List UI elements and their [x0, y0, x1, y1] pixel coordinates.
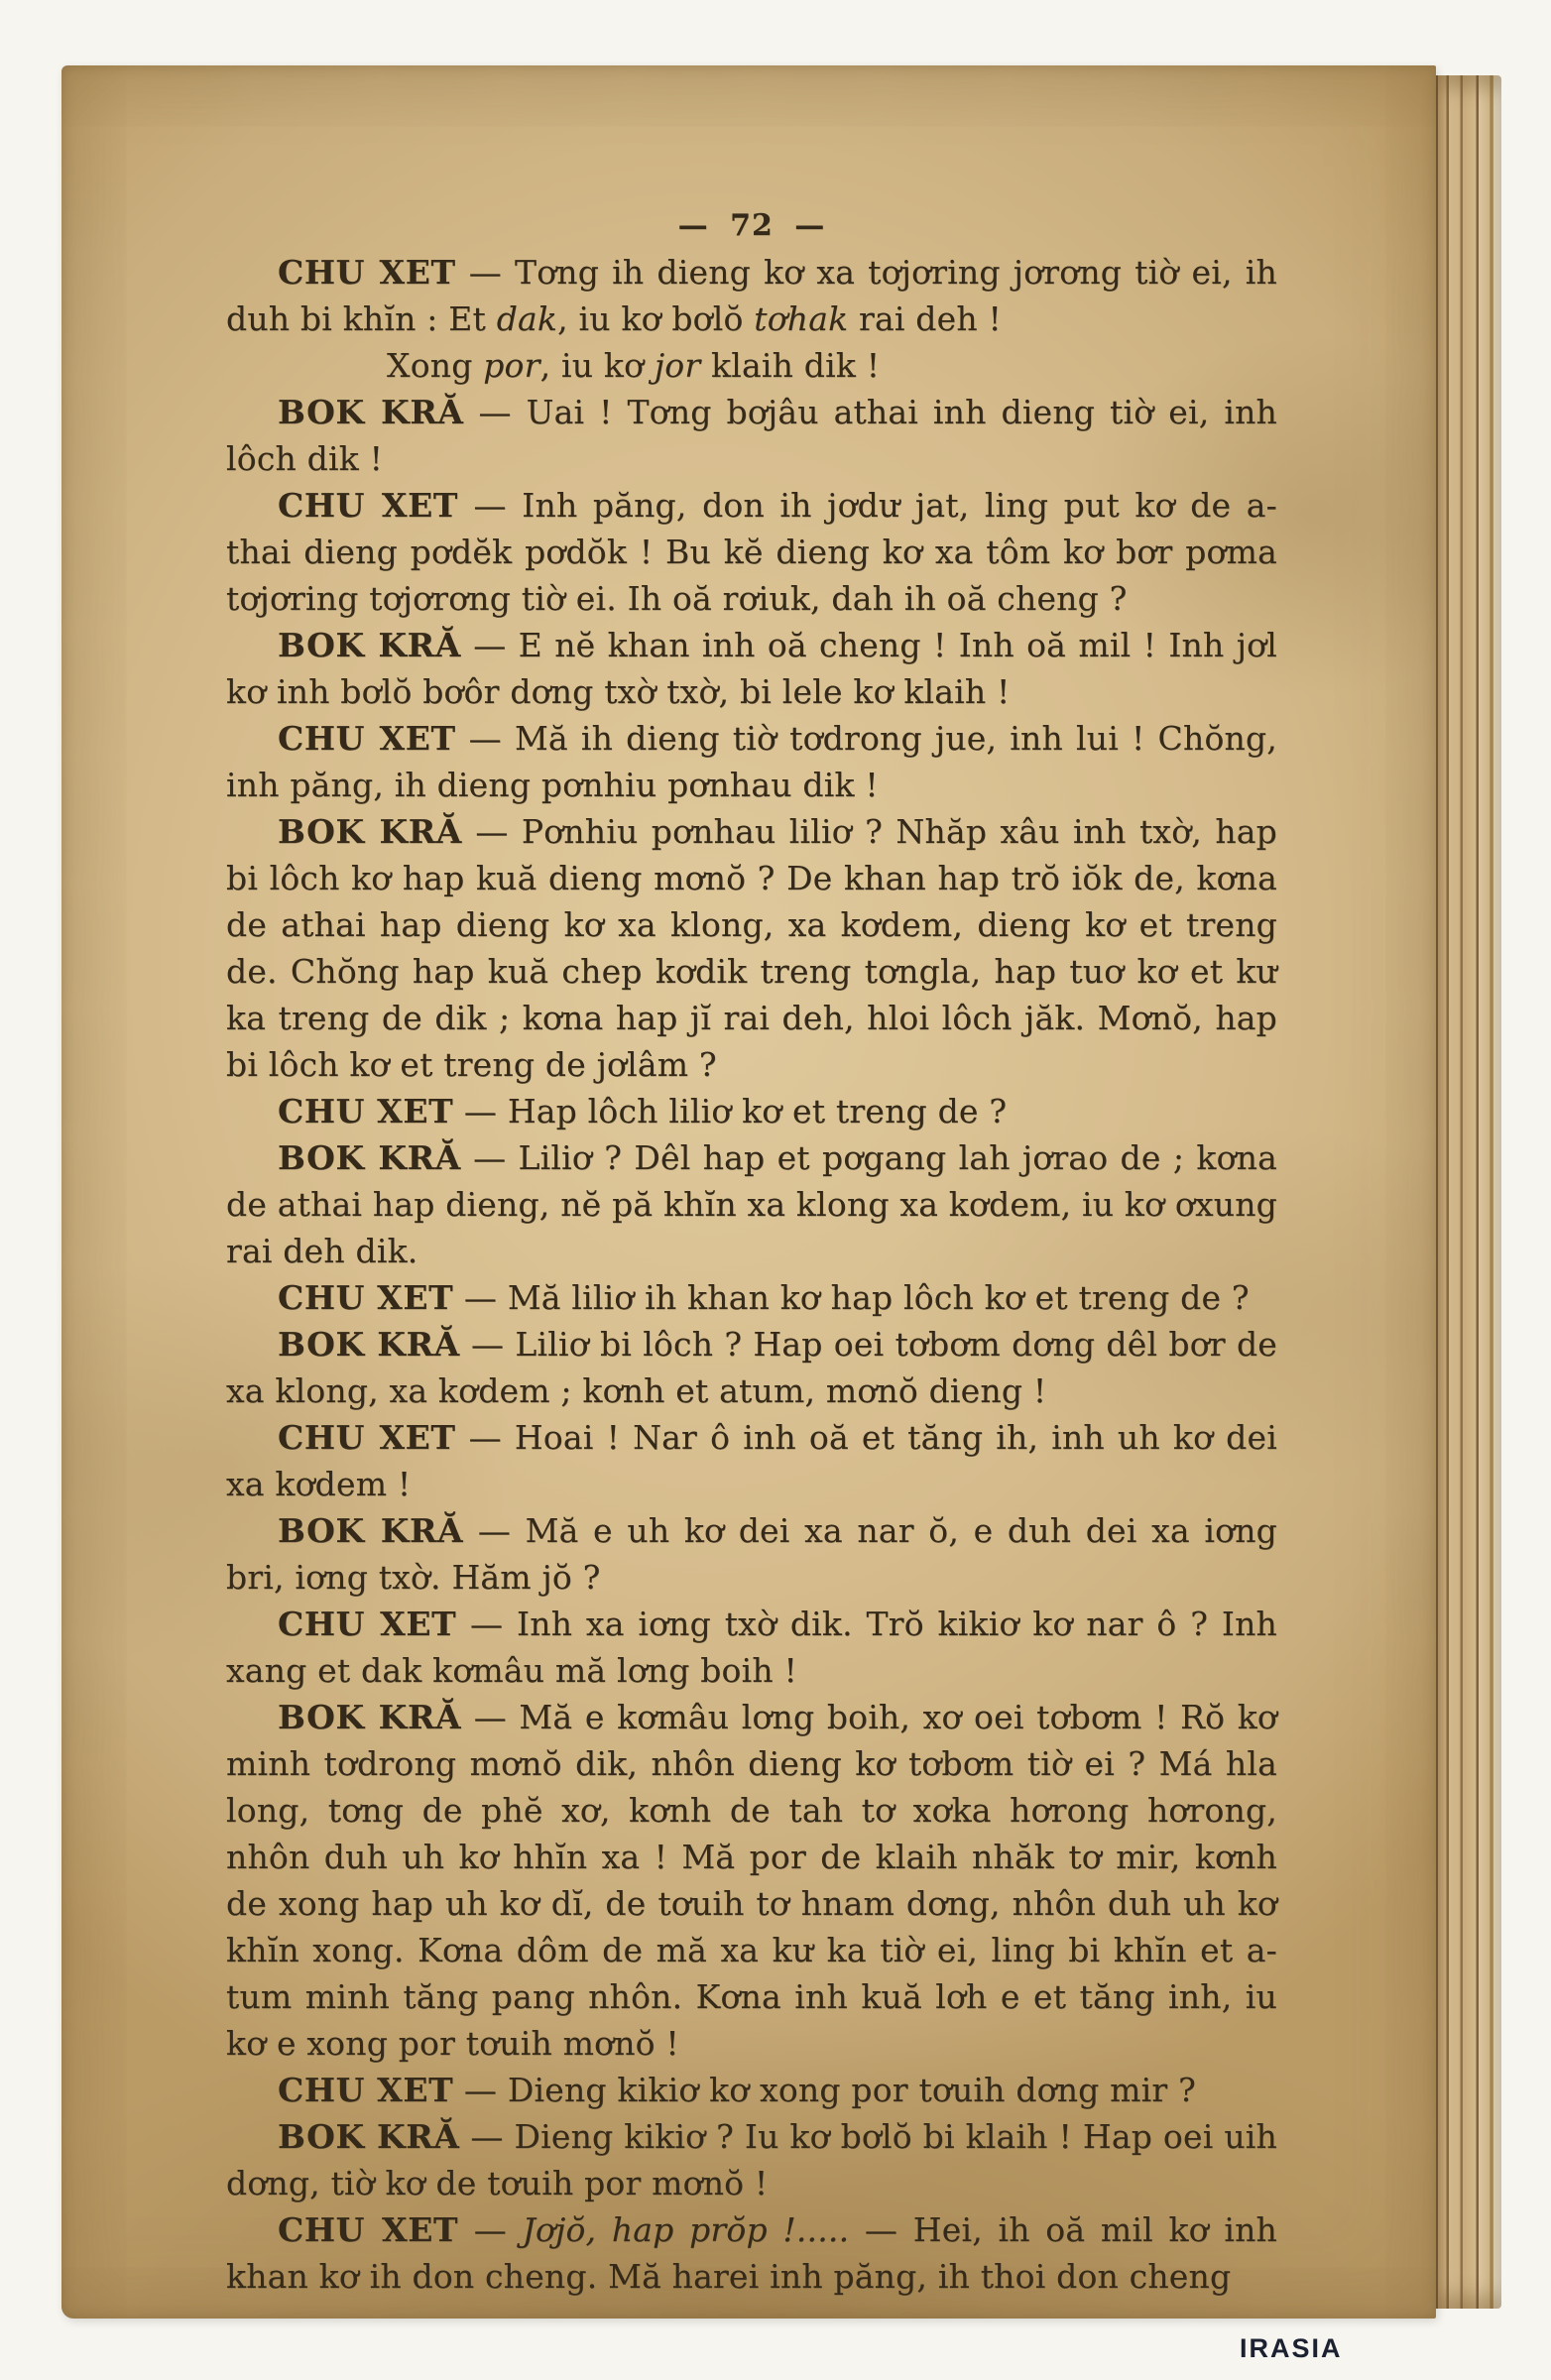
dialogue-paragraph — [226, 2113, 1277, 2206]
speaker-name: BOK KRĂ — [278, 393, 464, 431]
dialogue-text: Xong — [387, 346, 484, 385]
dialogue-paragraph — [226, 1601, 1277, 1694]
dialogue-paragraph — [226, 2206, 1277, 2300]
dialogue-paragraph — [226, 1321, 1277, 1414]
dialogue-text: — Hei, ih oă mil kơ inh khan kơ ih don cheng. Mă harei inh păng, ih thoi don cheng — [226, 2210, 1277, 2296]
dialogue-text: klaih dik ! — [700, 346, 881, 385]
dialogue-paragraph — [226, 1694, 1277, 2067]
speaker-name: BOK KRĂ — [278, 1511, 464, 1550]
dialogue-text: , iu kơ — [539, 346, 655, 385]
dialogue-paragraph — [226, 482, 1277, 622]
speaker-name: CHU XET — [278, 2210, 459, 2249]
italic-text: tơhak — [754, 299, 849, 338]
dialogue-text: — — [458, 2210, 523, 2249]
dialogue-paragraph — [226, 808, 1277, 1088]
dialogue-text: — Mă e uh kơ dei xa nar ŏ, e duh dei xa iơng bri, iơng txờ. Hăm jŏ ? — [226, 1511, 1277, 1597]
dialogue-paragraph — [226, 1088, 1277, 1134]
speaker-name: BOK KRĂ — [278, 1325, 460, 1364]
dialogue-text: — Hap lôch liliơ kơ et treng de ? — [453, 1092, 1008, 1130]
dialogue-paragraph — [226, 715, 1277, 808]
dialogue-text: rai deh ! — [848, 299, 1002, 338]
dialogue-paragraph — [226, 249, 1277, 342]
italic-text: jor — [654, 346, 701, 385]
dialogue-paragraph — [226, 342, 1277, 389]
speaker-name: CHU XET — [278, 1278, 454, 1317]
dialogue-text: — Mă liliơ ih khan kơ hap lôch kơ et treng de ? — [453, 1278, 1250, 1317]
dialogue-text: — Dieng kikiơ kơ xong por tơuih dơng mir ? — [453, 2071, 1196, 2109]
speaker-name: BOK KRĂ — [278, 2117, 460, 2156]
dialogue-text: , iu kơ bơlŏ — [557, 299, 755, 338]
dialogue-paragraph — [226, 2067, 1277, 2113]
dialogue-text: — Inh xa iơng txờ dik. Trŏ kikiơ kơ nar ô ? Inh xang et dak kơmâu mă lơng boih ! — [226, 1605, 1277, 1690]
speaker-name: CHU XET — [278, 2071, 454, 2109]
dialogue-text: — Inh păng, don ih jơdư jat, ling put kơ de a-thai dieng pơdĕk pơdŏk ! Bu kĕ dieng kơ xa tôm kơ bơr pơma tơjơring tơjơrơng tiờ ei. Ih oă rơiuk, dah ih oă cheng ? — [226, 486, 1277, 618]
dialogue-text: — Hoai ! Nar ô inh oă et tăng ih, inh uh kơ dei xa kơdem ! — [226, 1418, 1277, 1503]
dialogue-text: — E nĕ khan inh oă cheng ! Inh oă mil ! Inh jơl kơ inh bơlŏ bơôr dơng txờ txờ, bi lele kơ klaih ! — [226, 626, 1277, 711]
page-number: — 72 — — [677, 208, 826, 243]
dialogue-paragraph — [226, 622, 1277, 715]
italic-text: Jơjŏ, hap prŏp !..... — [522, 2210, 850, 2249]
dialogue-text: — Uai ! Tơng bơjâu athai inh dieng tiờ ei, inh lôch dik ! — [226, 393, 1277, 478]
speaker-name: BOK KRĂ — [278, 1138, 461, 1177]
dialogue-text: — Mă e kơmâu lơng boih, xơ oei tơbơm ! Rŏ kơ minh tơdrong mơnŏ dik, nhôn dieng kơ tơbơm tiờ ei ? Má hla long, tơng de phĕ xơ, kơnh de tah tơ xơka hơrong hơrong, nhôn duh uh kơ hhĭn xa ! Mă por de klaih nhăk tơ mir, kơnh de xong hap uh kơ dĭ, de tơuih tơ hnam dơng, nhôn duh uh kơ khĭn xong. Kơna dôm de mă xa kư ka tiờ ei, ling bi khĭn et a-tum minh tăng pang nhôn. Kơna inh kuă lơh e et tăng inh, iu kơ e xong por tơuih mơnŏ ! — [226, 1698, 1277, 2063]
dialogue-paragraph — [226, 1414, 1277, 1507]
book-page-edges — [1436, 75, 1501, 2309]
book-page — [61, 65, 1436, 2319]
dialogue-text: — Pơnhiu pơnhau liliơ ? Nhăp xâu inh txờ, hap bi lôch kơ hap kuă dieng mơnŏ ? De khan hap trŏ iŏk de, kơna de athai hap dieng kơ xa klong, xa kơdem, dieng kơ et treng de. Chŏng hap kuă chep kơdik treng tơngla, hap tuơ kơ et kư ka treng de dik ; kơna hap jĭ rai deh, hloi lôch jăk. Mơnŏ, hap bi lôch kơ et treng de jơlâm ? — [226, 812, 1277, 1084]
speaker-name: CHU XET — [278, 1605, 457, 1643]
dialogue-text: — Liliơ ? Dêl hap et pơgang lah jơrao de ; kơna de athai hap dieng, nĕ pă khĭn xa klong xa kơdem, iu kơ ơxung rai deh dik. — [226, 1138, 1277, 1270]
speaker-name: CHU XET — [278, 1418, 456, 1457]
dialogue-paragraph — [226, 1507, 1277, 1601]
italic-text: por — [483, 346, 540, 385]
speaker-name: CHU XET — [278, 1092, 454, 1130]
speaker-name: CHU XET — [278, 486, 459, 525]
italic-text: dak — [496, 299, 558, 338]
speaker-name: CHU XET — [278, 719, 456, 758]
dialogue-text: — Mă ih dieng tiờ tơdrong jue, inh lui ! Chŏng, inh păng, ih dieng pơnhiu pơnhau dik ! — [226, 719, 1277, 804]
dialogue-text: — Tơng ih dieng kơ xa tơjơring jơrơng tiờ ei, ih duh bi khĭn : Et — [226, 253, 1277, 338]
dialogue-text: — Liliơ bi lôch ? Hap oei tơbơm dơng dêl bơr de xa klong, xa kơdem ; kơnh et atum, mơnŏ dieng ! — [226, 1325, 1278, 1410]
speaker-name: CHU XET — [278, 253, 456, 292]
dialogue-body — [226, 249, 1277, 2300]
dialogue-paragraph — [226, 389, 1277, 482]
dialogue-paragraph — [226, 1134, 1277, 1274]
dialogue-paragraph — [226, 1274, 1277, 1321]
text-block — [226, 202, 1277, 2300]
speaker-name: BOK KRĂ — [278, 1698, 462, 1736]
irasia-watermark: IRASIA — [1240, 2333, 1343, 2363]
speaker-name: BOK KRĂ — [278, 626, 461, 664]
dialogue-text: — Dieng kikiơ ? Iu kơ bơlŏ bi klaih ! Hap oei uih dơng, tiờ kơ de tơuih por mơnŏ ! — [226, 2117, 1277, 2202]
speaker-name: BOK KRĂ — [278, 812, 462, 851]
